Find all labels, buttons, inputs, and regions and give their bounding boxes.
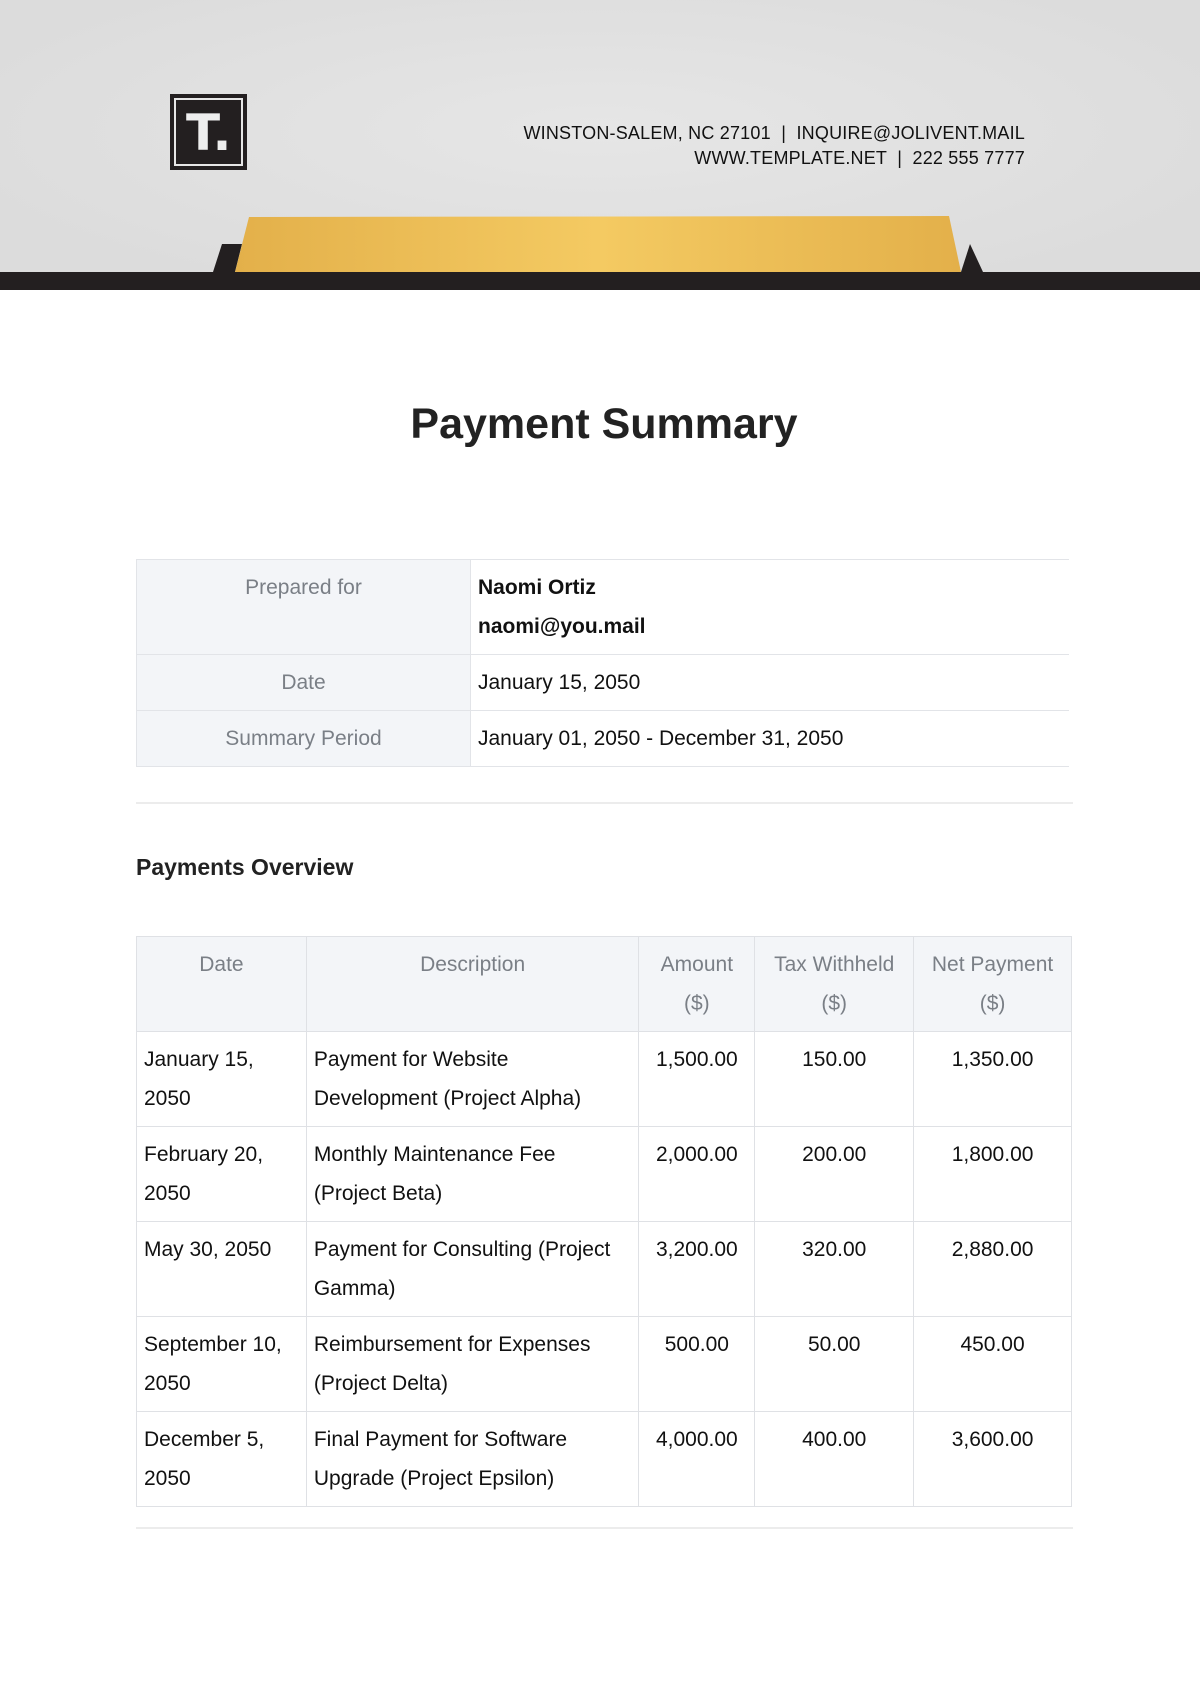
cell-net-payment: 1,800.00 [914,1127,1072,1222]
cell-date: February 20, 2050 [137,1127,307,1222]
table-header [137,937,1072,1032]
page-title: Payment Summary [410,400,798,448]
date-label: Date [137,655,471,711]
cell-description: Reimbursement for Expenses (Project Delta) [306,1317,639,1412]
table-row [137,1127,1072,1222]
divider [136,1527,1073,1529]
contact-line-2: WWW.TEMPLATE.NET | 222 555 7777 [694,148,1025,168]
cell-tax-withheld: 400.00 [755,1412,914,1507]
cell-amount: 500.00 [639,1317,755,1412]
contact-info [523,121,1025,171]
info-row-date [137,655,1070,711]
letterhead [0,0,1200,290]
info-row-prepared [137,560,1070,655]
cell-date: September 10, 2050 [137,1317,307,1412]
payments-table [136,936,1072,1507]
cell-amount: 3,200.00 [639,1222,755,1317]
date-value: January 15, 2050 [471,655,1070,711]
cell-date: May 30, 2050 [137,1222,307,1317]
cell-tax-withheld: 320.00 [755,1222,914,1317]
cell-tax-withheld: 150.00 [755,1032,914,1127]
cell-amount: 1,500.00 [639,1032,755,1127]
cell-description: Payment for Consulting (Project Gamma) [306,1222,639,1317]
col-net: Net Payment ($) [914,937,1072,1032]
table-row [137,1412,1072,1507]
cell-tax-withheld: 50.00 [755,1317,914,1412]
section-heading: Payments Overview [136,854,354,880]
header-bar [0,272,1200,290]
info-table [136,559,1069,767]
cell-description: Monthly Maintenance Fee (Project Beta) [306,1127,639,1222]
period-label: Summary Period [137,711,471,767]
col-tax: Tax Withheld ($) [755,937,914,1032]
col-amount: Amount ($) [639,937,755,1032]
logo: T. [170,94,247,170]
divider [136,802,1073,804]
col-date: Date [137,937,307,1032]
info-row-period [137,711,1070,767]
recipient-email: naomi@you.mail [478,615,646,638]
cell-net-payment: 450.00 [914,1317,1072,1412]
cell-net-payment: 1,350.00 [914,1032,1072,1127]
cell-net-payment: 2,880.00 [914,1222,1072,1317]
contact-line-1: WINSTON-SALEM, NC 27101 | INQUIRE@JOLIVENT.MAIL [523,123,1025,143]
cell-amount: 4,000.00 [639,1412,755,1507]
prepared-for-label: Prepared for [137,560,471,655]
table-row [137,1032,1072,1127]
cell-description: Final Payment for Software Upgrade (Project Epsilon) [306,1412,639,1507]
cell-date: December 5, 2050 [137,1412,307,1507]
table-row [137,1317,1072,1412]
recipient-name: Naomi Ortiz [478,576,596,599]
period-value: January 01, 2050 - December 31, 2050 [471,711,1070,767]
cell-net-payment: 3,600.00 [914,1412,1072,1507]
cell-amount: 2,000.00 [639,1127,755,1222]
cell-date: January 15, 2050 [137,1032,307,1127]
recipient [471,560,1070,655]
col-description: Description [306,937,639,1032]
cell-tax-withheld: 200.00 [755,1127,914,1222]
cell-description: Payment for Website Development (Project Alpha) [306,1032,639,1127]
table-row [137,1222,1072,1317]
